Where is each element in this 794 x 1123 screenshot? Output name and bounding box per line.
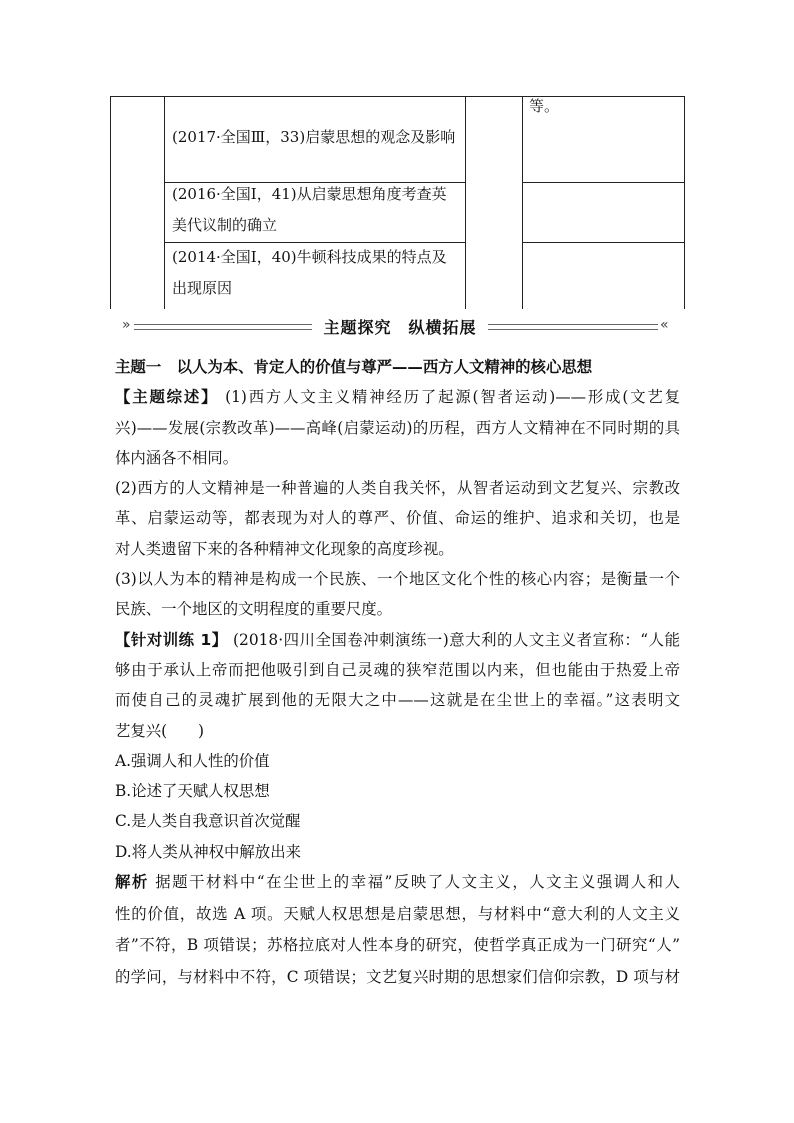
analysis-line: 性的价值，故选 A 项。天赋人权思想是启蒙思想，与材料中“意大利的人文主义 [115, 904, 680, 923]
table-border-top [110, 96, 685, 97]
paragraph-line: 体内涵各不相同。 [115, 448, 239, 467]
analysis-line: 者”不符，B 项错误；苏格拉底对人性本身的研究，使哲学真正成为一门研究“人” [115, 936, 680, 955]
summary-label: 【主题综述】 [115, 388, 219, 407]
double-chevron-left-icon: « [660, 317, 669, 333]
table-cell-note: 等。 [529, 97, 560, 115]
analysis-text: 据题干材料中“在尘世上的幸福”反映了人文主义，人文主义强调人和人 [155, 873, 680, 892]
exercise-label: 【针对训练 1】 [115, 630, 228, 649]
paragraph-line: 对人类遗留下来的各种精神文化现象的高度珍视。 [115, 539, 454, 558]
question-text: (2018·四川全国卷冲刺演练一)意大利的人文主义者宣称：“人能 [233, 630, 680, 649]
exam-table [110, 96, 685, 309]
paragraph-line: 兴)——发展(宗教改革)——高峰(启蒙运动)的历程，西方人文精神在不同时期的具 [115, 418, 680, 437]
content-body [115, 352, 680, 993]
option-c: C.是人类自我意识首次觉醒 [115, 812, 301, 831]
theme-heading: 主题一 以人为本、肯定人的价值与尊严——西方人文精神的核心思想 [115, 358, 593, 376]
table-row-divider [522, 242, 685, 243]
paragraph-line: (3)以人为本的精神是构成一个民族、一个地区文化个性的核心内容；是衡量一个 [115, 570, 680, 589]
analysis-label: 解析 [115, 873, 149, 892]
header-rule-right [488, 324, 658, 330]
table-cell-topic [172, 242, 447, 304]
table-cell-topic: (2017·全国Ⅲ，33)启蒙思想的观念及影响 [172, 128, 456, 146]
option-d: D.将人类从神权中解放出来 [115, 842, 301, 861]
table-cell-topic [172, 179, 447, 241]
analysis-line [115, 867, 680, 899]
question-line: 够由于承认上帝而把他吸引到自己灵魂的狭窄范围以内来，但也能由于热爱上帝 [115, 660, 680, 679]
double-chevron-right-icon: » [122, 317, 131, 333]
question-line [115, 625, 680, 655]
question-line: 艺复兴( ) [115, 721, 204, 740]
table-row-divider [522, 182, 685, 183]
table-border-left [110, 96, 111, 309]
table-column-divider [522, 96, 523, 309]
table-cell-line: 美代议制的确立 [172, 216, 278, 234]
paragraph-line: 民族、一个地区的文明程度的重要尺度。 [115, 600, 393, 619]
table-border-right [684, 96, 685, 309]
table-cell-line: 出现原因 [172, 279, 233, 297]
table-column-divider [164, 96, 165, 309]
option-a: A.强调人和人性的价值 [115, 751, 270, 770]
section-title: 主题探究 纵横拓展 [323, 318, 477, 337]
paragraph-text: (1)西方人文主义精神经历了起源(智者运动)——形成(文艺复 [225, 388, 680, 407]
table-cell-line: (2014·全国Ⅰ，40)牛顿科技成果的特点及 [172, 248, 447, 266]
analysis-line: 的学问，与材料中不符，C 项错误；文艺复兴时期的思想家们信仰宗教，D 项与材 [115, 967, 680, 986]
table-cell-line: (2016·全国Ⅰ，41)从启蒙思想角度考查英 [172, 185, 447, 203]
option-b: B.论述了天赋人权思想 [115, 782, 270, 801]
section-header [116, 315, 678, 339]
question-line: 而使自己的灵魂扩展到他的无限大之中——这就是在尘世上的幸福。”这表明文 [115, 691, 680, 710]
table-column-divider [465, 96, 466, 309]
paragraph-line: 革、启蒙运动等，都表现为对人的尊严、价值、命运的维护、追求和关切，也是 [115, 509, 680, 528]
header-rule-left [134, 324, 312, 330]
paragraph-line [115, 382, 680, 412]
paragraph-line: (2)西方的人文精神是一种普遍的人类自我关怀，从智者运动到文艺复兴、宗教改 [115, 479, 680, 498]
